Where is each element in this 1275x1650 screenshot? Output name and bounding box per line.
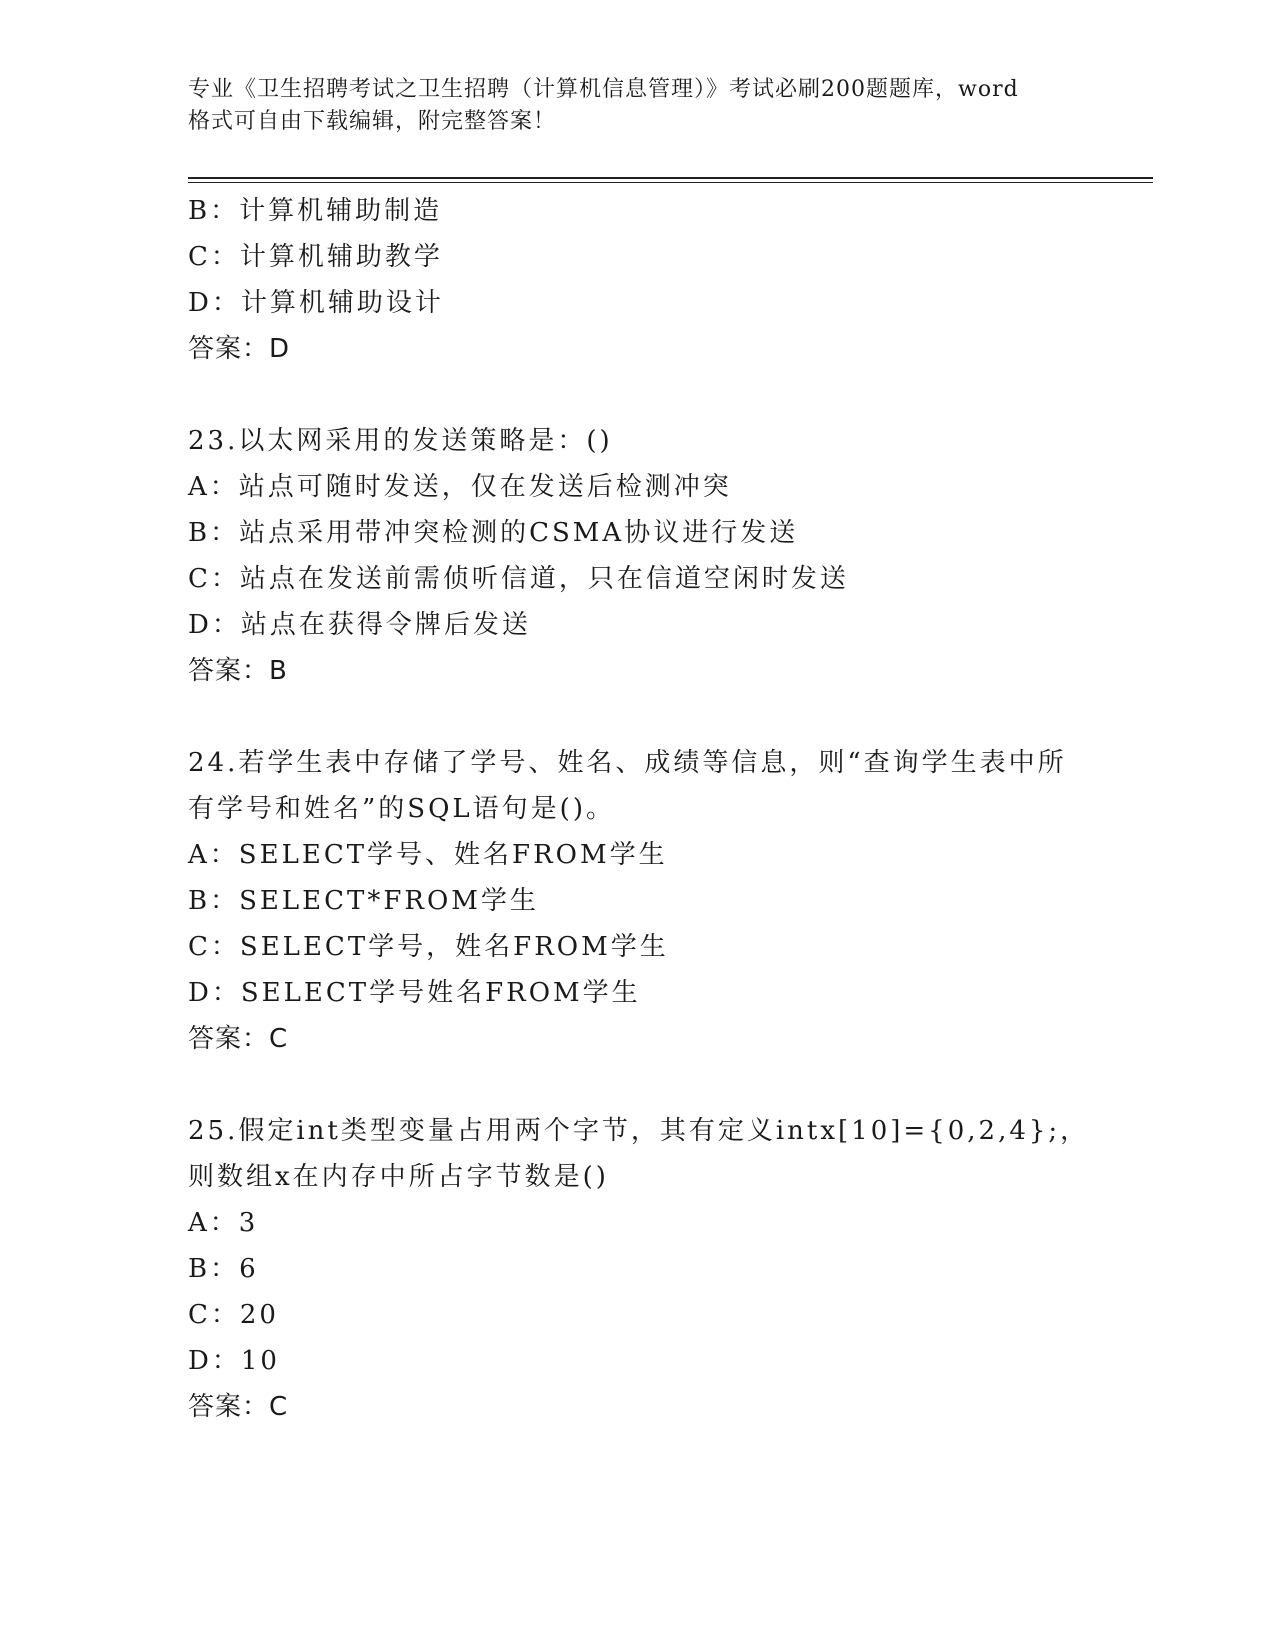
option-b: B：SELECT*FROM学生 (188, 886, 539, 916)
spacer (188, 372, 1148, 418)
header-line-2: 格式可自由下载编辑，附完整答案！ (188, 109, 557, 134)
option-c: C：20 (188, 1300, 279, 1330)
spacer (188, 694, 1148, 740)
question-stem-line-2: 有学号和姓名”的SQL语句是()。 (188, 794, 615, 824)
question-stem: 23.以太网采用的发送策略是：() (188, 426, 613, 456)
document-header (188, 74, 1088, 138)
option-c: C：站点在发送前需侦听信道，只在信道空闲时发送 (188, 564, 849, 594)
spacer (188, 1062, 1148, 1108)
header-divider-thick (188, 177, 1153, 179)
question-list (188, 188, 1148, 1430)
option-c: C：计算机辅助教学 (188, 242, 443, 272)
option-a: A：SELECT学号、姓名FROM学生 (188, 840, 668, 870)
question-stem-line-2: 则数组x在内存中所占字节数是() (188, 1162, 609, 1192)
question-22-continued (188, 188, 1148, 372)
question-23 (188, 418, 1148, 694)
option-b: B：站点采用带冲突检测的CSMA协议进行发送 (188, 518, 799, 548)
option-d: D：10 (188, 1346, 280, 1376)
option-c: C：SELECT学号，姓名FROM学生 (188, 932, 669, 962)
option-d: D：SELECT学号姓名FROM学生 (188, 978, 641, 1008)
option-b: B：6 (188, 1254, 259, 1284)
option-a: A：3 (188, 1208, 259, 1238)
option-a: A：站点可随时发送，仅在发送后检测冲突 (188, 472, 732, 502)
option-b: B：计算机辅助制造 (188, 196, 443, 226)
header-divider-thin (188, 182, 1153, 183)
question-24 (188, 740, 1148, 1062)
answer-line: 答案：C (188, 1392, 289, 1422)
option-d: D：计算机辅助设计 (188, 288, 444, 318)
answer-line: 答案：D (188, 334, 291, 364)
option-d: D：站点在获得令牌后发送 (188, 610, 531, 640)
question-25 (188, 1108, 1148, 1430)
answer-line: 答案：C (188, 1024, 289, 1054)
question-stem-line-1: 25.假定int类型变量占用两个字节，其有定义intx[10]={0,2,4};， (188, 1116, 1090, 1146)
question-stem-line-1: 24.若学生表中存储了学号、姓名、成绩等信息，则“查询学生表中所 (188, 748, 1067, 778)
answer-line: 答案：B (188, 656, 288, 686)
header-line-1: 专业《卫生招聘考试之卫生招聘（计算机信息管理）》考试必刷200题题库，word (188, 77, 1019, 102)
